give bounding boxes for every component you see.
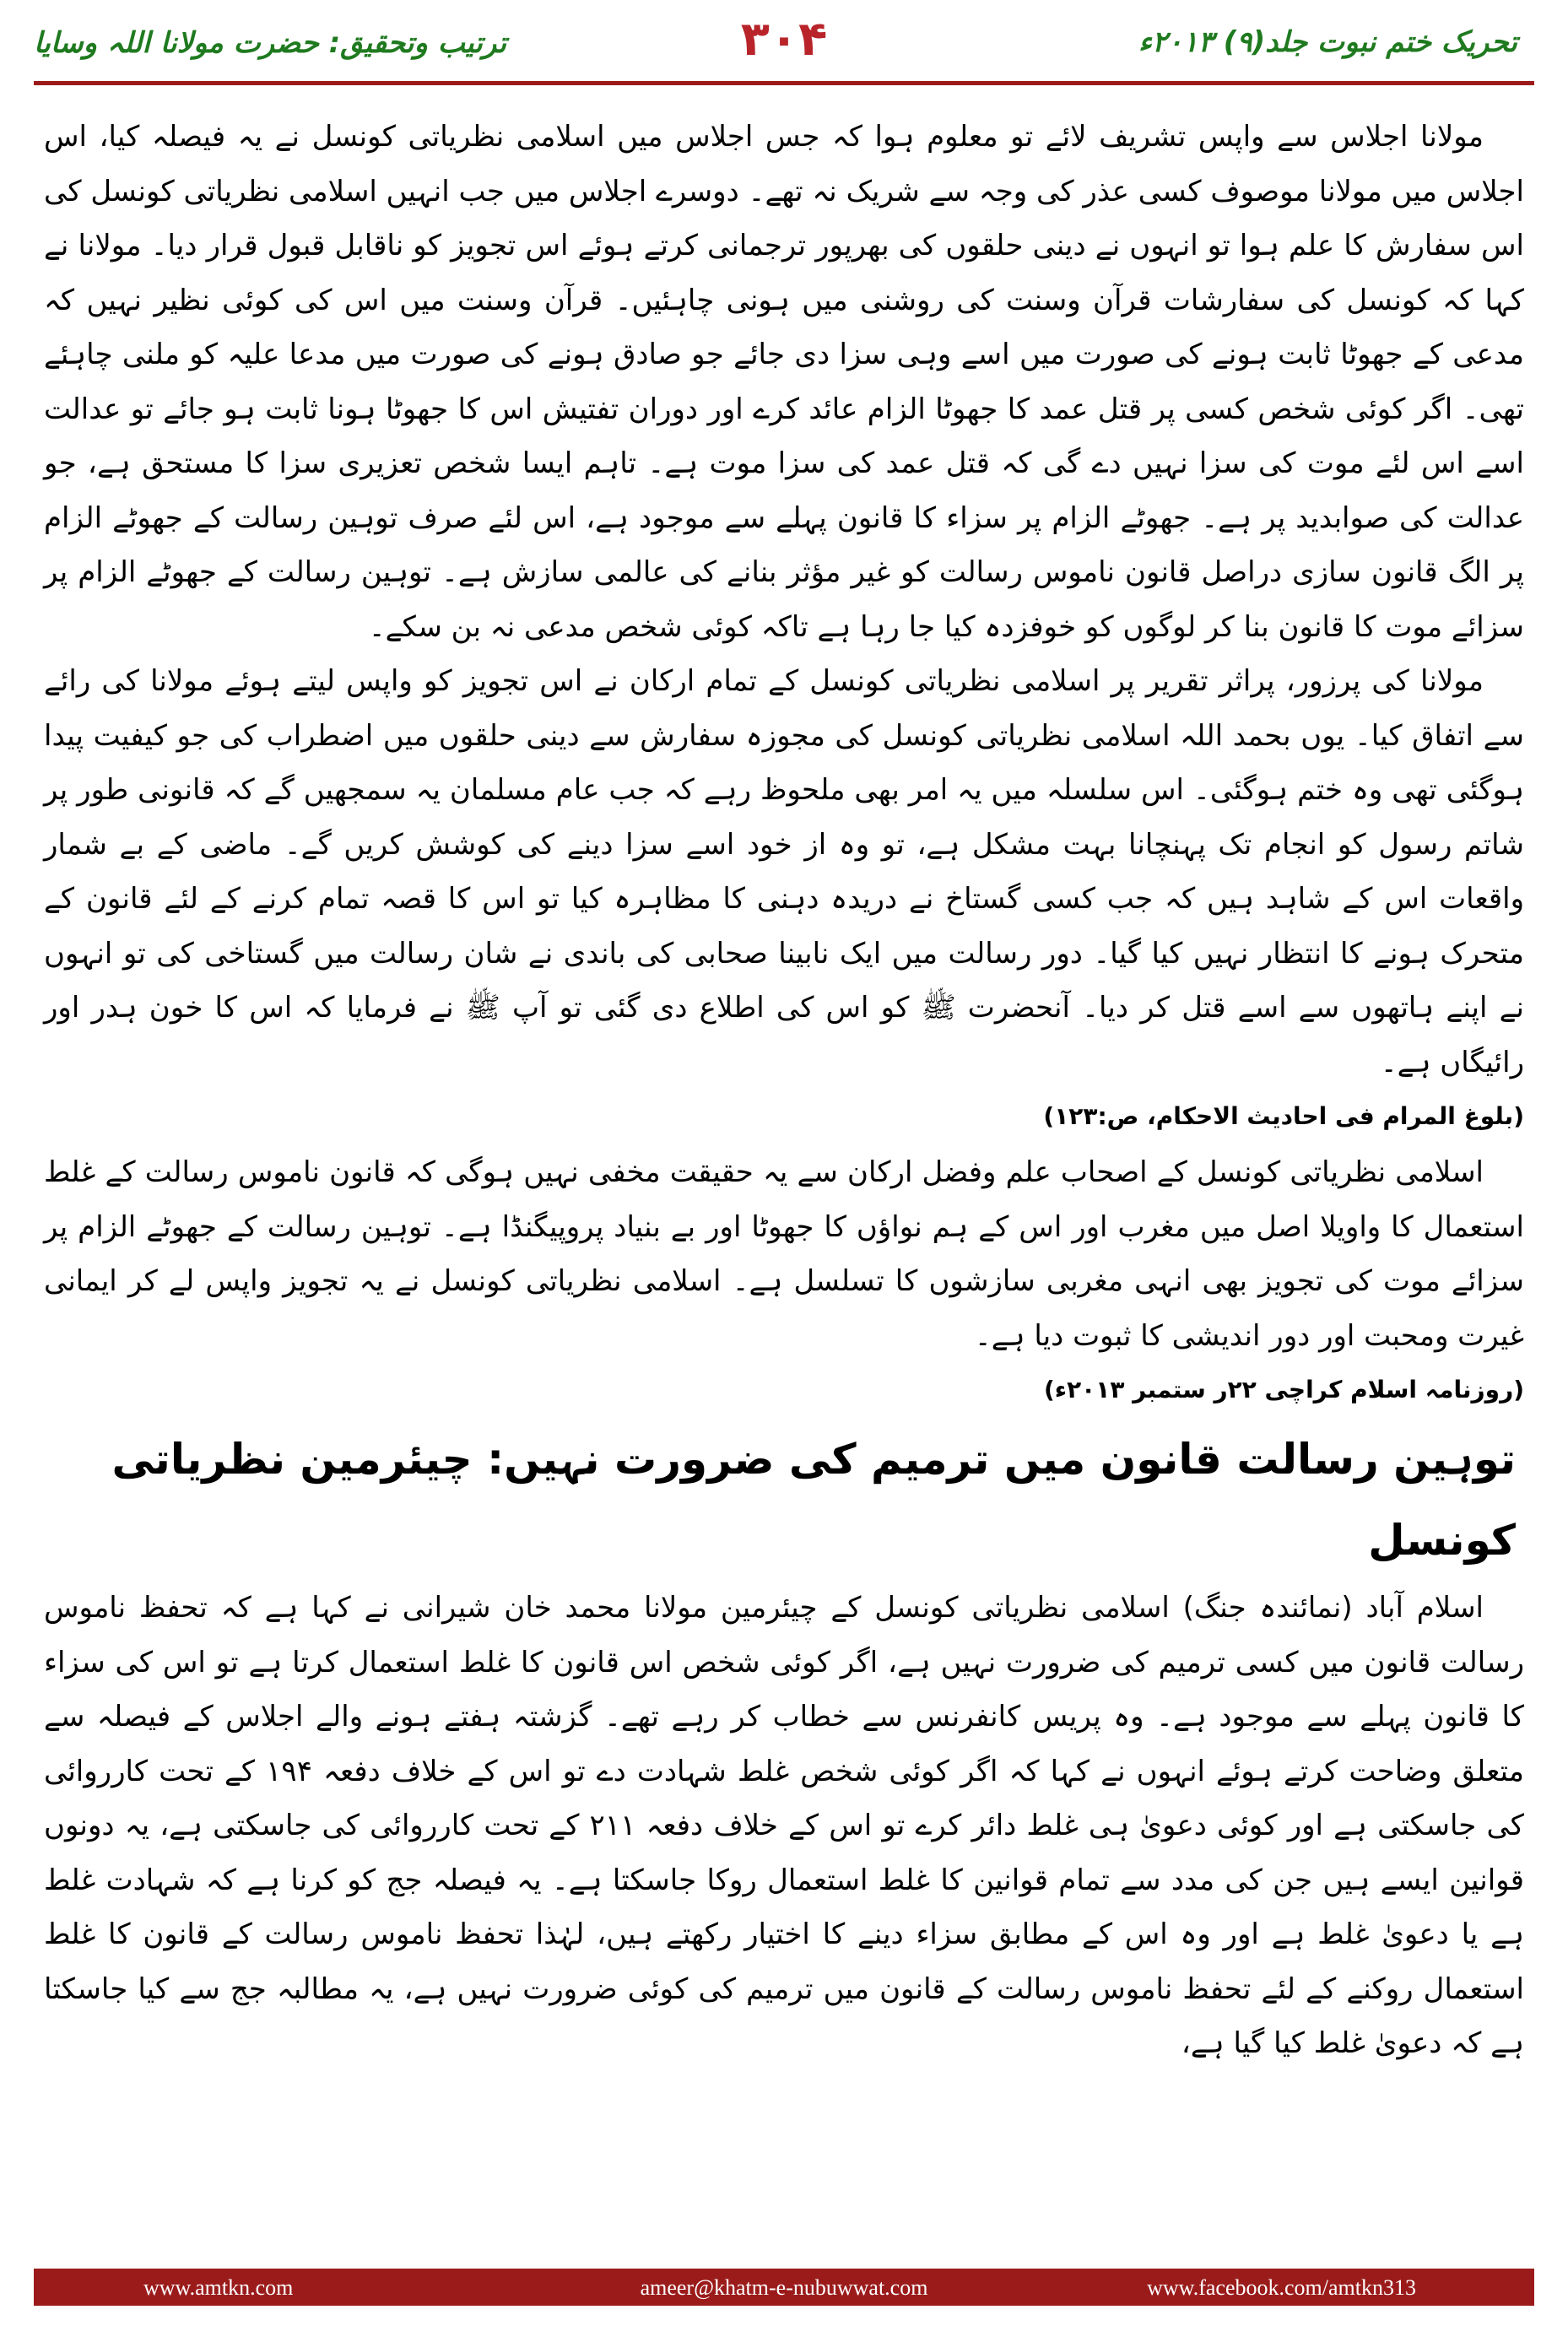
footer-email[interactable]: ameer@khatm-e-nubuwwat.com	[640, 2275, 928, 2300]
header-rule	[34, 81, 1534, 85]
citation-1: (بلوغ المرام فی احادیث الاحکام، ص:۱۲۳)	[1043, 1102, 1524, 1130]
page-footer	[34, 2269, 1534, 2306]
compiler-credit: ترتیب وتحقیق: حضرت مولانا اللہ وسایا	[34, 26, 507, 60]
paragraph-2: مولانا کی پرزور، پراثر تقریر پر اسلامی نظریاتی کونسل کے تمام ارکان نے اس تجویز کو واپس لیتے ہوئے مولانا کی رائے سے اتفاق کیا۔ یوں بحمد اللہ اسلامی نظریاتی کونسل کی مجوزہ سفارش سے دینی حلقوں میں اضطراب کی جو کیفیت پیدا ہوگئی تھی وہ ختم ہوگئی۔ اس سلسلہ میں یہ امر بھی ملحوظ رہے کہ جب عام مسلمان یہ سمجھیں گے کہ قانونی طور پر شاتم رسول کو انجام تک پہنچانا بہت مشکل ہے، تو وہ از خود اسے سزا دینے کی کوشش کریں گے۔ ماضی کے بے شمار واقعات اس کے شاہد ہیں کہ جب کسی گستاخ نے دریدہ دہنی کا مظاہرہ کیا تو اس کا قصہ تمام کرنے کے لئے قانون کے متحرک ہونے کا انتظار نہیں کیا گیا۔ دور رسالت میں ایک نابینا صحابی کی باندی نے شان رسالت میں گستاخی کی تو انہوں نے اپنے ہاتھوں سے اسے قتل کر دیا۔ آنحضرت ﷺ کو اس کی اطلاع دی گئی تو آپ ﷺ نے فرمایا کہ اس کا خون ہدر اور رائیگاں ہے۔	[44, 664, 1524, 1079]
paragraph-4: اسلام آباد (نمائندہ جنگ) اسلامی نظریاتی کونسل کے چیئرمین مولانا محمد خان شیرانی نے کہا ہے کہ تحفظ ناموس رسالت قانون میں کسی ترمیم کی ضرورت نہیں ہے، اگر کوئی شخص اس قانون کا غلط استعمال کرتا ہے تو اس کی سزاء کا قانون پہلے سے موجود ہے۔ وہ پریس کانفرنس سے خطاب کر رہے تھے۔ گزشتہ ہفتے ہونے والے اجلاس کے فیصلہ سے متعلق وضاحت کرتے ہوئے انہوں نے کہا کہ اگر کوئی شخص غلط شہادت دے تو اس کے خلاف دفعہ ۱۹۴ کے تحت کارروائی کی جاسکتی ہے اور کوئی دعویٰ ہی غلط دائر کرے تو اس کے خلاف دفعہ ۲۱۱ کے تحت کارروائی کی جاسکتی ہے، یہ دونوں قوانین ایسے ہیں جن کی مدد سے تمام قوانین کا غلط استعمال روکا جاسکتا ہے۔ یہ فیصلہ جج کو کرنا ہے کہ شہادت غلط ہے یا دعویٰ غلط ہے اور وہ اس کے مطابق سزاء دینے کا اختیار رکھتے ہیں، لہٰذا تحفظ ناموس رسالت کے قانون کا غلط استعمال روکنے کے لئے تحفظ ناموس رسالت کے قانون میں ترمیم کی کوئی ضرورت نہیں ہے، یہ مطالبہ جج سے کیا جاسکتا ہے کہ دعویٰ غلط کیا گیا ہے،	[44, 1591, 1524, 2060]
page-header	[0, 0, 1568, 101]
paragraph-3: اسلامی نظریاتی کونسل کے اصحاب علم وفضل ارکان سے یہ حقیقت مخفی نہیں ہوگی کہ قانون ناموس رسالت کے غلط استعمال کا واویلا اصل میں مغرب اور اس کے ہم نواؤں کا جھوٹا اور بے بنیاد پروپیگنڈا ہے۔ توہین رسالت کے جھوٹے الزام پر سزائے موت کی تجویز بھی انہی مغربی سازشوں کا تسلسل ہے۔ اسلامی نظریاتی کونسل نے یہ تجویز واپس لے کر ایمانی غیرت ومحبت اور دور اندیشی کا ثبوت دیا ہے۔	[44, 1155, 1524, 1353]
series-title: تحریک ختم نبوت جلد(۹) ۲۰۱۳ء	[1138, 25, 1517, 59]
footer-website[interactable]: www.amtkn.com	[143, 2275, 294, 2300]
page-number: ۳۰۴	[740, 12, 828, 67]
citation-2: (روزنامہ اسلام کراچی ۲۲ر ستمبر ۲۰۱۳ء)	[1043, 1376, 1524, 1404]
section-heading: توہین رسالت قانون میں ترمیم کی ضرورت نہیں: چیئرمین نظریاتی کونسل	[111, 1435, 1516, 1565]
paragraph-1: مولانا اجلاس سے واپس تشریف لائے تو معلوم ہوا کہ جس اجلاس میں اسلامی نظریاتی کونسل نے یہ فیصلہ کیا، اس اجلاس میں مولانا موصوف کسی عذر کی وجہ سے شریک نہ تھے۔ دوسرے اجلاس میں جب انہیں اسلامی نظریاتی کونسل کی اس سفارش کا علم ہوا تو انہوں نے دینی حلقوں کی بھرپور ترجمانی کرتے ہوئے اس تجویز کو ناقابل قبول قرار دیا۔ مولانا نے کہا کہ کونسل کی سفارشات قرآن وسنت کی روشنی میں ہونی چاہئیں۔ قرآن وسنت میں اس کی کوئی نظیر نہیں کہ مدعی کے جھوٹا ثابت ہونے کی صورت میں اسے وہی سزا دی جائے جو صادق ہونے کی صورت میں مدعا علیہ کو ملنی چاہئے تھی۔ اگر کوئی شخص کسی پر قتل عمد کا جھوٹا الزام عائد کرے اور دوران تفتیش اس کا جھوٹا ہونا ثابت ہو جائے تو عدالت اسے اس لئے موت کی سزا نہیں دے گی کہ قتل عمد کی سزا موت ہے۔ تاہم ایسا شخص تعزیری سزا کا مستحق ہے، جو عدالت کی صوابدید پر ہے۔ جھوٹے الزام پر سزاء کا قانون پہلے سے موجود ہے، اس لئے صرف توہین رسالت کے جھوٹے الزام پر الگ قانون سازی دراصل قانون ناموس رسالت کو غیر مؤثر بنانے کی عالمی سازش ہے۔ توہین رسالت کے جھوٹے الزام پر سزائے موت کا قانون بنا کر لوگوں کو خوفزدہ کیا جا رہا ہے تاکہ کوئی شخص مدعی نہ بن سکے۔	[44, 120, 1524, 644]
footer-facebook[interactable]: www.facebook.com/amtkn313	[1147, 2275, 1416, 2300]
page-body	[44, 110, 1524, 2245]
